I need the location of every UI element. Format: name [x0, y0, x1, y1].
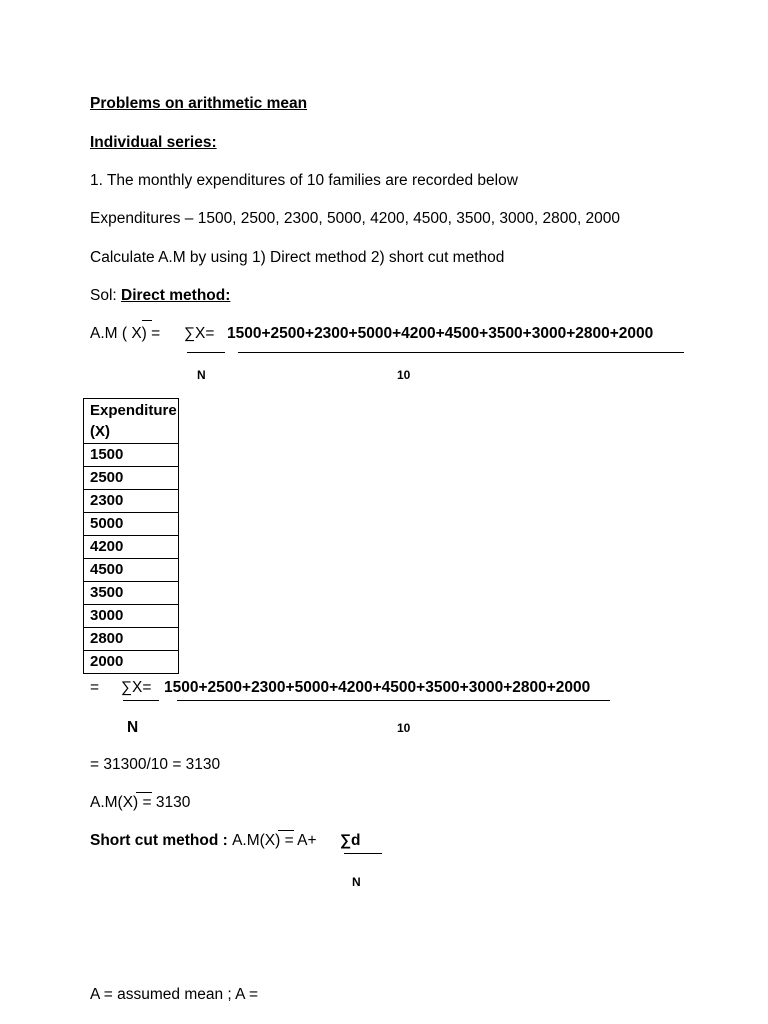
solution-line	[90, 286, 230, 306]
table-cell: 2000	[84, 651, 179, 674]
sigma-x-2: ∑X=	[121, 679, 152, 696]
shortcut-label: Short cut method	[90, 832, 219, 849]
table-row	[84, 582, 179, 605]
formula1-n: N	[197, 368, 206, 382]
expenditure-table	[83, 398, 179, 674]
table-cell: 3500	[84, 582, 179, 605]
table-cell: 5000	[84, 513, 179, 536]
table-cell: 2500	[84, 467, 179, 490]
formula1-denominator: 10	[397, 368, 411, 382]
solution-prefix: Sol:	[90, 287, 122, 304]
table-cell: 2300	[84, 490, 179, 513]
result-mean: A.M(X) = 3130	[90, 794, 191, 811]
shortcut-n: N	[352, 875, 361, 889]
x-bar-overline	[142, 320, 152, 321]
equals-sign: =	[90, 679, 100, 696]
table-cell: 1500	[84, 444, 179, 467]
table-row	[84, 559, 179, 582]
table-row	[84, 444, 179, 467]
fraction-bar-n-2	[123, 700, 159, 701]
sigma-x: ∑X=	[184, 325, 215, 342]
formula2-numerator: 1500+2500+2300+5000+4200+4500+3500+3000+2800+2000	[164, 679, 591, 696]
am-lhs: A.M ( X) =	[90, 325, 161, 342]
table-cell: 3000	[84, 605, 179, 628]
table-row	[84, 651, 179, 674]
table-row	[84, 536, 179, 559]
formula2-n: N	[127, 719, 139, 736]
fraction-bar-d	[344, 853, 382, 854]
formula1-numerator: 1500+2500+2300+5000+4200+4500+3500+3000+2800+2000	[227, 325, 654, 342]
shortcut-line: Short cut method : A.M(X) = A+	[90, 832, 317, 849]
solution-method: Direct method:	[121, 287, 231, 304]
sigma-d: ∑d	[340, 832, 361, 849]
table-cell: 4500	[84, 559, 179, 582]
table-row	[84, 513, 179, 536]
table-row	[84, 490, 179, 513]
assumed-mean-line: A = assumed mean ; A =	[90, 986, 259, 1003]
section-heading: Individual series:	[90, 134, 217, 151]
table-header: Expenditure (X)	[84, 399, 179, 444]
problem-statement: 1. The monthly expenditures of 10 families are recorded below	[90, 172, 518, 189]
page-title: Problems on arithmetic mean	[90, 95, 308, 112]
fraction-bar-main	[238, 352, 684, 353]
fraction-bar-n	[187, 352, 225, 353]
instruction-text: Calculate A.M by using 1) Direct method 2) short cut method	[90, 249, 505, 266]
table-cell: 4200	[84, 536, 179, 559]
table-row	[84, 605, 179, 628]
formula2-denominator: 10	[397, 721, 411, 735]
fraction-bar-main-2	[177, 700, 610, 701]
table-row	[84, 467, 179, 490]
table-row	[84, 628, 179, 651]
table-cell: 2800	[84, 628, 179, 651]
shortcut-formula: A.M(X) = A+	[232, 832, 317, 849]
result-division: = 31300/10 = 3130	[90, 756, 221, 773]
expenditures-line: Expenditures – 1500, 2500, 2300, 5000, 4200, 4500, 3500, 3000, 2800, 2000	[90, 210, 621, 227]
